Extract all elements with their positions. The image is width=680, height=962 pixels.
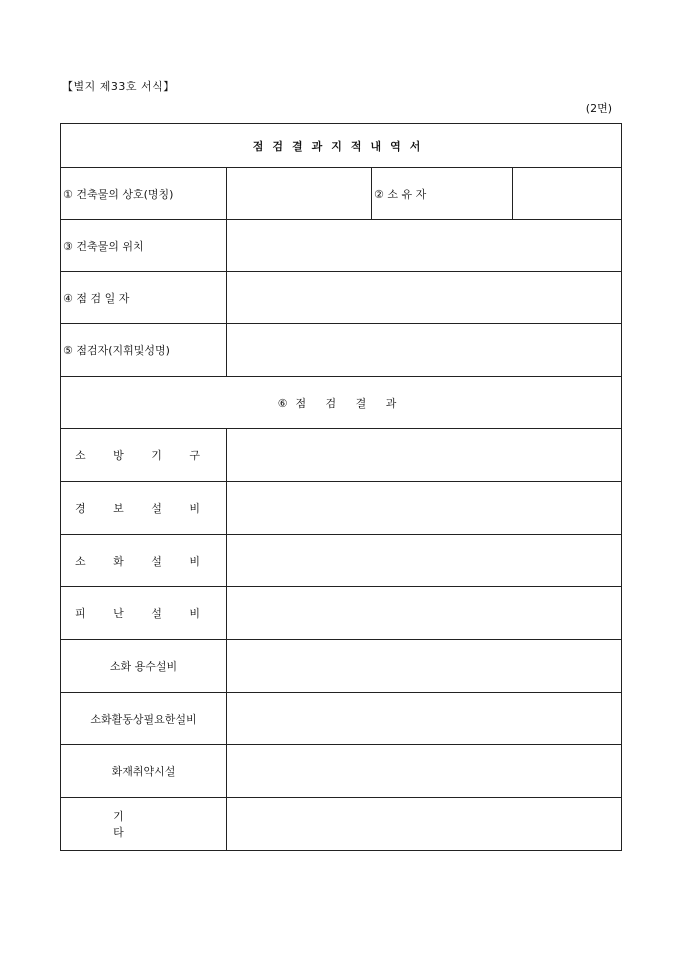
value-alarm-equipment[interactable] <box>227 482 622 535</box>
inspection-result-form <box>60 123 622 851</box>
value-building-location[interactable] <box>227 220 622 272</box>
value-fire-extinguishers[interactable] <box>227 429 622 482</box>
label-inspector: ⑤ 점검자(지휘및성명) <box>61 324 227 377</box>
value-inspection-date[interactable] <box>227 272 622 324</box>
value-owner[interactable] <box>513 168 622 220</box>
form-id: 【별지 제33호 서식】 <box>62 80 175 93</box>
value-fire-vulnerable-facilities[interactable] <box>227 745 622 798</box>
label-owner: ② 소 유 자 <box>372 168 513 220</box>
value-building-name[interactable] <box>227 168 372 220</box>
section-inspection-results: ⑥점 검 결 과 <box>61 377 622 429</box>
value-extinguishing-equipment[interactable] <box>227 535 622 587</box>
label-inspection-date: ④ 점 검 일 자 <box>61 272 227 324</box>
value-firefighting-support[interactable] <box>227 693 622 745</box>
category-fire-vulnerable-facilities: 화재취약시설 <box>61 745 227 798</box>
label-building-name: ① 건축물의 상호(명칭) <box>61 168 227 220</box>
value-inspector[interactable] <box>227 324 622 377</box>
category-fire-water-supply: 소화 용수설비 <box>61 640 227 693</box>
value-evacuation-equipment[interactable] <box>227 587 622 640</box>
category-firefighting-support: 소화활동상필요한설비 <box>61 693 227 745</box>
label-building-location: ③ 건축물의 위치 <box>61 220 227 272</box>
category-fire-extinguishers: 소 방 기 구 <box>61 429 227 482</box>
value-other[interactable] <box>227 798 622 851</box>
category-extinguishing-equipment: 소 화 설 비 <box>61 535 227 587</box>
category-alarm-equipment: 경 보 설 비 <box>61 482 227 535</box>
value-fire-water-supply[interactable] <box>227 640 622 693</box>
page-number: (2면) <box>585 102 612 115</box>
category-evacuation-equipment: 피 난 설 비 <box>61 587 227 640</box>
form-title: 점검결과지적내역서 <box>61 124 622 168</box>
category-other: 기 타 <box>61 798 227 851</box>
